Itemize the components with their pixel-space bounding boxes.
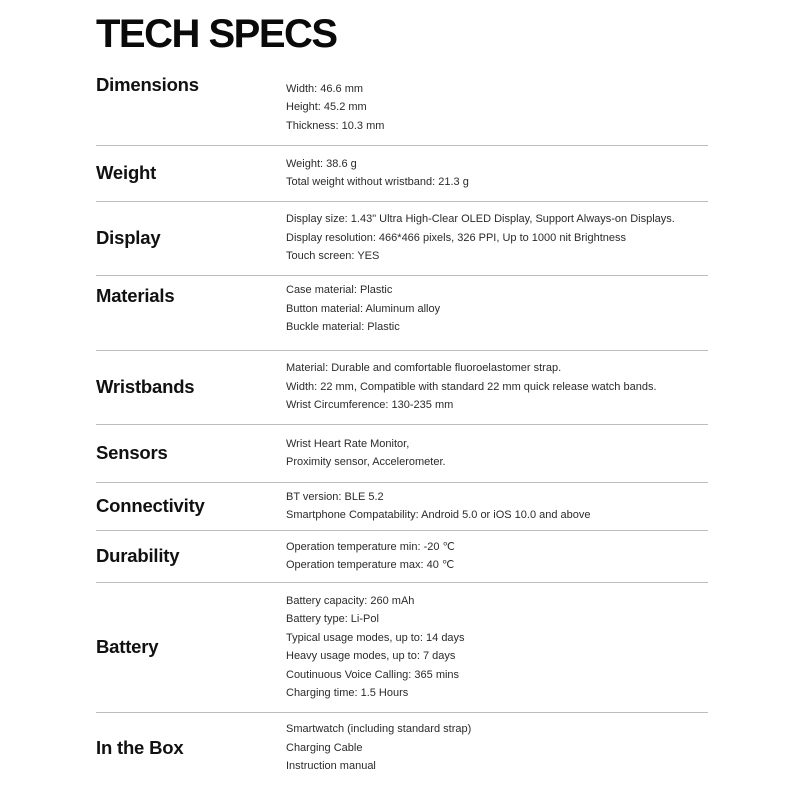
spec-row-display	[96, 201, 708, 276]
spec-row-connectivity	[96, 482, 708, 531]
spec-values	[286, 488, 708, 525]
spec-value: BT version: BLE 5.2	[286, 490, 384, 503]
spec-value: Battery type: Li-Pol	[286, 613, 379, 625]
spec-values	[286, 155, 708, 192]
spec-value: Width: 22 mm, Compatible with standard 22 mm quick release watch bands.	[286, 380, 657, 393]
spec-value: Typical usage modes, up to: 14 days	[286, 631, 465, 644]
spec-values	[286, 720, 708, 776]
spec-values	[286, 435, 708, 472]
spec-value: Touch screen: YES	[286, 250, 380, 263]
spec-values	[286, 592, 708, 703]
spec-values	[286, 538, 708, 575]
page-title: TECH SPECS	[96, 12, 337, 56]
spec-label: Weight	[96, 162, 157, 183]
spec-label: In the Box	[96, 737, 184, 758]
spec-value: Wrist Heart Rate Monitor,	[286, 437, 410, 450]
spec-value: Buckle material: Plastic	[286, 321, 400, 333]
spec-value: Material: Durable and comfortable fluoroelastomer strap.	[286, 362, 562, 375]
spec-row-wristbands	[96, 350, 708, 425]
spec-value: Smartwatch (including standard strap)	[286, 723, 472, 736]
spec-label: Battery	[96, 636, 159, 657]
spec-row-materials	[96, 275, 708, 351]
spec-value: Height: 45.2 mm	[286, 101, 367, 114]
spec-value: Battery capacity: 260 mAh	[286, 594, 415, 607]
spec-values	[286, 281, 708, 337]
spec-row-in-the-box	[96, 712, 708, 784]
spec-row-dimensions	[96, 70, 708, 146]
spec-value: Thickness: 10.3 mm	[286, 119, 385, 132]
spec-row-battery	[96, 582, 708, 713]
spec-label: Dimensions	[96, 74, 199, 95]
spec-value: Total weight without wristband: 21.3 g	[286, 176, 469, 188]
spec-value: Smartphone Compatability: Android 5.0 or iOS 10.0 and above	[286, 509, 591, 521]
spec-value: Display size: 1.43" Ultra High-Clear OLED Display, Support Always-on Displays.	[286, 213, 675, 226]
spec-value: Case material: Plastic	[286, 284, 393, 296]
spec-value: Charging Cable	[286, 741, 363, 754]
spec-value: Weight: 38.6 g	[286, 157, 357, 170]
spec-label: Durability	[96, 545, 180, 566]
spec-value: Display resolution: 466*466 pixels, 326 PPI, Up to 1000 nit Brightness	[286, 231, 626, 244]
spec-values	[286, 359, 708, 415]
spec-label: Wristbands	[96, 376, 195, 397]
spec-value: Proximity sensor, Accelerometer.	[286, 456, 446, 468]
spec-label: Materials	[96, 285, 175, 306]
spec-row-sensors	[96, 424, 708, 483]
spec-value: Operation temperature max: 40 ℃	[286, 559, 455, 571]
spec-row-durability	[96, 530, 708, 583]
spec-label: Display	[96, 227, 161, 248]
spec-row-weight	[96, 145, 708, 202]
spec-value: Wrist Circumference: 130-235 mm	[286, 399, 454, 412]
spec-value: Charging time: 1.5 Hours	[286, 687, 409, 699]
spec-values	[286, 80, 708, 136]
spec-label: Sensors	[96, 442, 168, 463]
spec-value: Width: 46.6 mm	[286, 82, 364, 95]
spec-value: Operation temperature min: -20 ℃	[286, 540, 455, 553]
spec-value: Coutinuous Voice Calling: 365 mins	[286, 668, 460, 681]
spec-value: Instruction manual	[286, 760, 376, 773]
spec-label: Connectivity	[96, 495, 205, 516]
spec-values	[286, 210, 708, 266]
spec-value: Heavy usage modes, up to: 7 days	[286, 650, 456, 662]
spec-value: Button material: Aluminum alloy	[286, 302, 441, 315]
